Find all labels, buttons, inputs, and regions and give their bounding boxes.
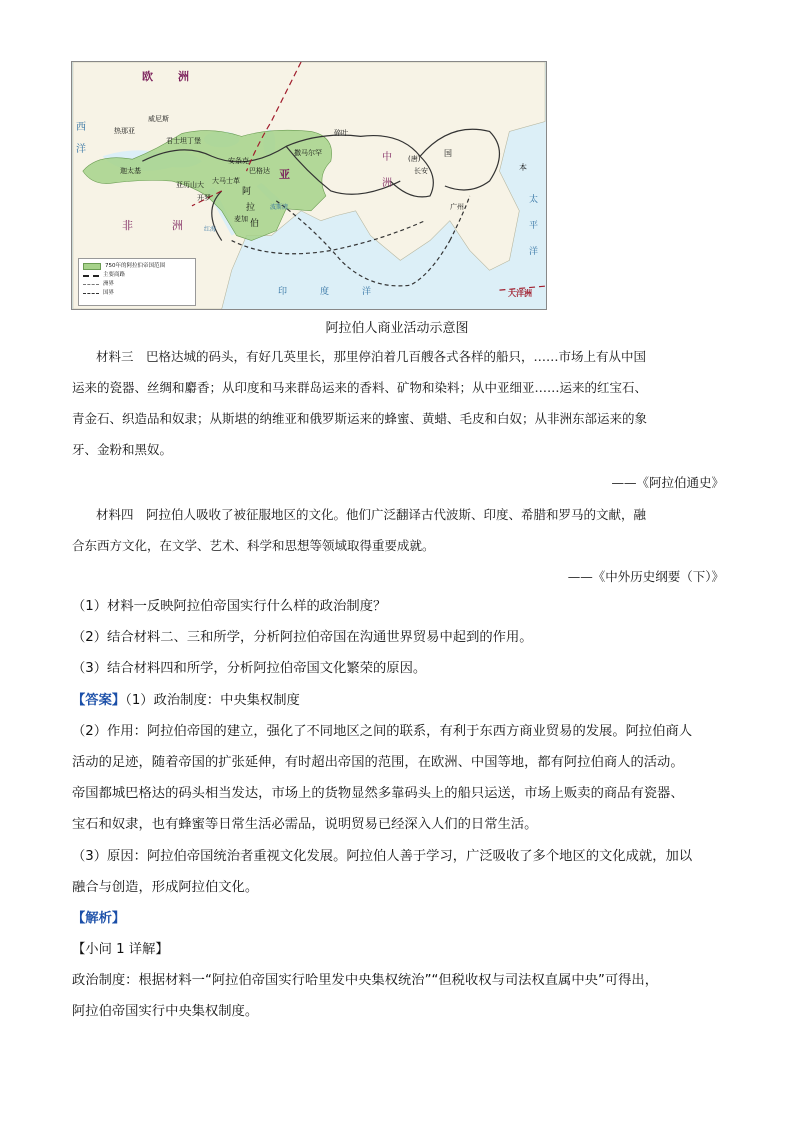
- material4-line: 材料四 阿拉伯人吸收了被征服地区的文化。他们广泛翻译古代波斯、印度、希腊和罗马的文献，融: [96, 507, 647, 522]
- map-label-oceania: 大洋洲: [508, 289, 532, 298]
- answer-a3-line: 融合与创造，形成阿拉伯文化。: [72, 880, 259, 895]
- legend-row-area: [83, 262, 191, 271]
- arab-trade-map: [71, 61, 547, 310]
- map-label-persian-gulf: 波斯湾: [270, 204, 289, 211]
- answer-tag: 【答案】: [72, 693, 126, 708]
- analysis-tag: 【解析】: [72, 911, 126, 926]
- map-label-africa2: 洲: [172, 219, 183, 232]
- map-label-tang: (唐): [408, 155, 421, 163]
- answer-a1: （1）政治制度：中央集权制度: [125, 693, 300, 708]
- answer-a2-line: （2）作用：阿拉伯帝国的建立，强化了不同地区之间的联系，有利于东西方商业贸易的发展。阿拉伯商人: [72, 724, 693, 739]
- map-label-samarkand: 撒马尔罕: [294, 149, 322, 157]
- answer-a3-line: （3）原因：阿拉伯帝国统治者重视文化发展。阿拉伯人善于学习，广泛吸收了多个地区的文化成就，加以: [72, 849, 693, 864]
- map-label-pacific3: 洋: [529, 247, 539, 257]
- legend-label-continent: 洲界: [103, 281, 115, 287]
- material4-source: ——《中外历史纲要（下）》: [567, 569, 724, 584]
- map-label-carthage: 迦太基: [120, 167, 141, 175]
- material3-block: [72, 341, 724, 465]
- legend-swatch-route: [83, 275, 99, 277]
- analysis-subtag: 【小问 1 详解】: [72, 942, 169, 957]
- map-legend: [78, 258, 196, 306]
- material3-line: 青金石、织造品和奴隶；从斯堪的纳维亚和俄罗斯运来的蜂蜜、黄蜡、毛皮和白奴；从非洲东部运来的象: [72, 411, 648, 426]
- legend-swatch-continent: [83, 284, 99, 285]
- map-label-asia: 亚: [279, 168, 290, 181]
- legend-label-area: 750年的阿拉伯帝国范围: [105, 263, 165, 269]
- map-label-indian1: 印: [278, 287, 288, 297]
- map-label-indian2: 度: [320, 287, 330, 297]
- legend-swatch-area: [83, 263, 101, 270]
- legend-row-border: [83, 289, 191, 298]
- material4-line: 合东西方文化，在文学、艺术、科学和思想等领域取得重要成就。: [72, 538, 435, 553]
- legend-row-continent: [83, 280, 191, 289]
- legend-row-route: [83, 271, 191, 280]
- material3-source: ——《阿拉伯通史》: [611, 475, 724, 490]
- map-label-china2: 洲: [382, 178, 392, 189]
- answer-line-1: [72, 686, 724, 717]
- map-label-redsea: 红海: [204, 226, 217, 233]
- legend-label-border: 国界: [103, 290, 115, 296]
- answer-a2-line: 活动的足迹，随着帝国的扩张延伸，有时超出帝国的范围，在欧洲、中国等地，都有阿拉伯商人的活动。: [72, 755, 684, 770]
- material3-line: 运来的瓷器、丝绸和麝香；从印度和马来群岛运来的香料、矿物和染料；从中亚细亚……运来的红宝石、: [72, 380, 648, 395]
- answer-a2-line: 帝国都城巴格达的码头相当发达，市场上的货物显然多靠码头上的船只运送，市场上贩卖的商品有瓷器、: [72, 786, 684, 801]
- map-label-damascus: 大马士革: [212, 177, 240, 185]
- map-label-pacific2: 平: [529, 221, 539, 231]
- legend-swatch-border: [83, 293, 99, 294]
- map-label-japan: 本: [519, 163, 527, 172]
- map-label-cairo: 开罗: [197, 194, 211, 202]
- map-label-arabia2: 拉: [246, 203, 256, 213]
- map-label-changan: 长安: [414, 167, 428, 175]
- map-label-antioch: 安条克: [228, 157, 249, 165]
- map-label-constantinople: 君士坦丁堡: [166, 137, 201, 145]
- map-label-indian3: 洋: [362, 287, 372, 297]
- map-label-venice: 威尼斯: [148, 115, 169, 123]
- answer-a2-line: 宝石和奴隶，也有蜂蜜等日常生活必需品，说明贸易已经深入人们的日常生活。: [72, 817, 538, 832]
- question-2: （2）结合材料二、三和所学，分析阿拉伯帝国在沟通世界贸易中起到的作用。: [72, 630, 533, 645]
- map-label-arabia3: 伯: [250, 219, 260, 229]
- map-label-alexandria: 亚历山大: [176, 181, 204, 189]
- map-label-baghdad: 巴格达: [249, 167, 270, 175]
- map-label-west1: 西: [76, 122, 86, 133]
- map-label-suyab: 碎叶: [334, 129, 348, 137]
- map-label-guo: 国: [444, 149, 452, 158]
- analysis-line: 政治制度：根据材料一“阿拉伯帝国实行哈里发中央集权统治”“但税收权与司法权直属中央”可得出，: [72, 973, 659, 988]
- material3-line: 材料三 巴格达城的码头，有好几英里长，那里停泊着几百艘各式各样的船只，……市场上有从中国: [96, 349, 647, 364]
- map-label-africa1: 非: [122, 219, 133, 232]
- map-label-europe: 欧 洲: [142, 70, 190, 83]
- map-label-pacific1: 太: [529, 195, 539, 205]
- map-caption: 阿拉伯人商业活动示意图: [325, 321, 469, 336]
- question-1: （1）材料一反映阿拉伯帝国实行什么样的政治制度？: [72, 599, 387, 614]
- legend-label-route: 主要商路: [103, 272, 126, 278]
- map-label-genoa: 热那亚: [114, 127, 135, 135]
- analysis-line: 阿拉伯帝国实行中央集权制度。: [72, 1004, 259, 1019]
- map-label-mecca: 麦加: [234, 215, 248, 223]
- map-label-arabia1: 阿: [242, 187, 252, 197]
- material3-line: 牙、金粉和黑奴。: [72, 442, 173, 457]
- map-label-guangzhou: 广州: [450, 203, 464, 211]
- map-label-china1: 中: [382, 152, 392, 163]
- material4-block: [72, 499, 724, 561]
- map-label-west2: 洋: [76, 144, 86, 155]
- question-3: （3）结合材料四和所学，分析阿拉伯帝国文化繁荣的原因。: [72, 661, 427, 676]
